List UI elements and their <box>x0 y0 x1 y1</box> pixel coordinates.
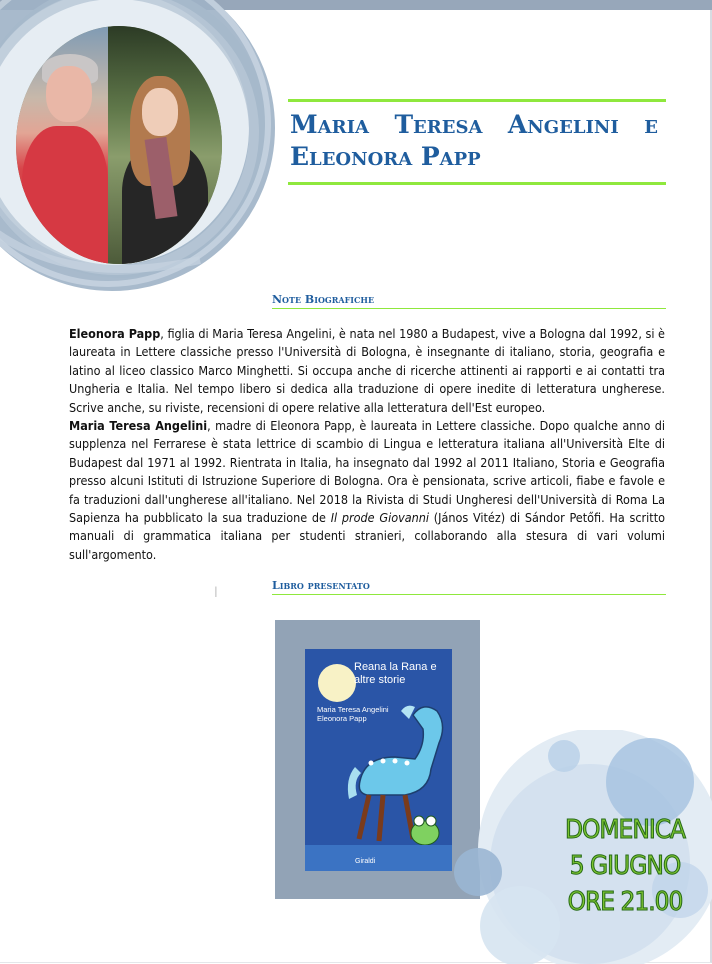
book-cover-authors <box>317 705 447 723</box>
section-heading-book: Libro presentato <box>272 579 666 595</box>
book-publisher: Giraldi <box>355 858 376 865</box>
event-date-block <box>560 812 690 920</box>
bio-text-eleonora: , figlia di Maria Teresa Angelini, è nata nel 1980 a Budapest, vive a Bologna dal 1992, si è laureata in Lettere classiche presso l'Università di Bologna, è insegnante di italiano, storia, geografia e latino al liceo classico Marco Minghetti. Si occupa anche di ricerche attinenti ai rapporti e ai contatti tra Ungheria e Italia. Nel tempo libero si dedica alla traduzione di opere inedite di letteratura ungherese. Scrive anche, su riviste, recensioni di opere relative alla letteratura dell'Est europeo. <box>69 326 665 415</box>
photo-eleonora <box>108 26 222 264</box>
book-author-1: Maria Teresa Angelini <box>317 705 389 714</box>
book-cover <box>305 649 452 871</box>
title-box <box>288 99 666 185</box>
bio-name-maria-teresa: Maria Teresa Angelini <box>69 418 208 434</box>
bio-text-maria-teresa-b: (János Vitéz) di Sándor Petőfi. Ha scritto manuali di grammatica italiana per studenti stranieri, collaborando alla stesura di vari volumi sull'argomento. <box>69 510 665 562</box>
section-heading-bio: Note Biografiche <box>272 293 666 309</box>
bio-paragraph-maria-teresa <box>69 417 665 564</box>
bio-text <box>69 325 665 564</box>
bio-name-eleonora: Eleonora Papp <box>69 326 161 341</box>
bio-text-maria-teresa-a: , madre di Eleonora Papp, è laureata in Lettere classiche. Dopo qualche anno di supplenza nel Ferrarese è stata lettrice di scambio di Lingua e letteratura italiana all'Università Elte di Budapest dal 1971 al 1992. Rientrata in Italia, ha insegnato dal 1992 al 2011 Italiano, Storia e Geografia presso alcuni Istituti di Istruzione Superiore di Bologna. Ora è pensionata, scrive articoli, fiabe e favole e fa traduzioni dall'ungherese all'italiano. Nel 2018 la Rivista di Studi Ungheresi dell'Università di Roma La Sapienza ha pubblicato la sua traduzione de <box>69 418 665 526</box>
bio-book-title-italic: Il prode Giovanni <box>330 510 429 526</box>
book-author-2: Eleonora Papp <box>317 714 367 723</box>
event-day: DOMENICA <box>564 815 686 845</box>
event-time: ORE 21.00 <box>567 887 683 917</box>
text-cursor-icon: I <box>214 585 218 601</box>
photo-maria-teresa <box>16 26 108 264</box>
bio-paragraph-eleonora <box>69 325 665 417</box>
book-cover-title: Reana la Rana e altre storie <box>354 661 437 686</box>
page-title: Maria Teresa Angelini e Eleonora Papp <box>290 110 658 171</box>
event-date: 5 GIUGNO <box>569 851 681 881</box>
authors-photo <box>16 26 222 264</box>
